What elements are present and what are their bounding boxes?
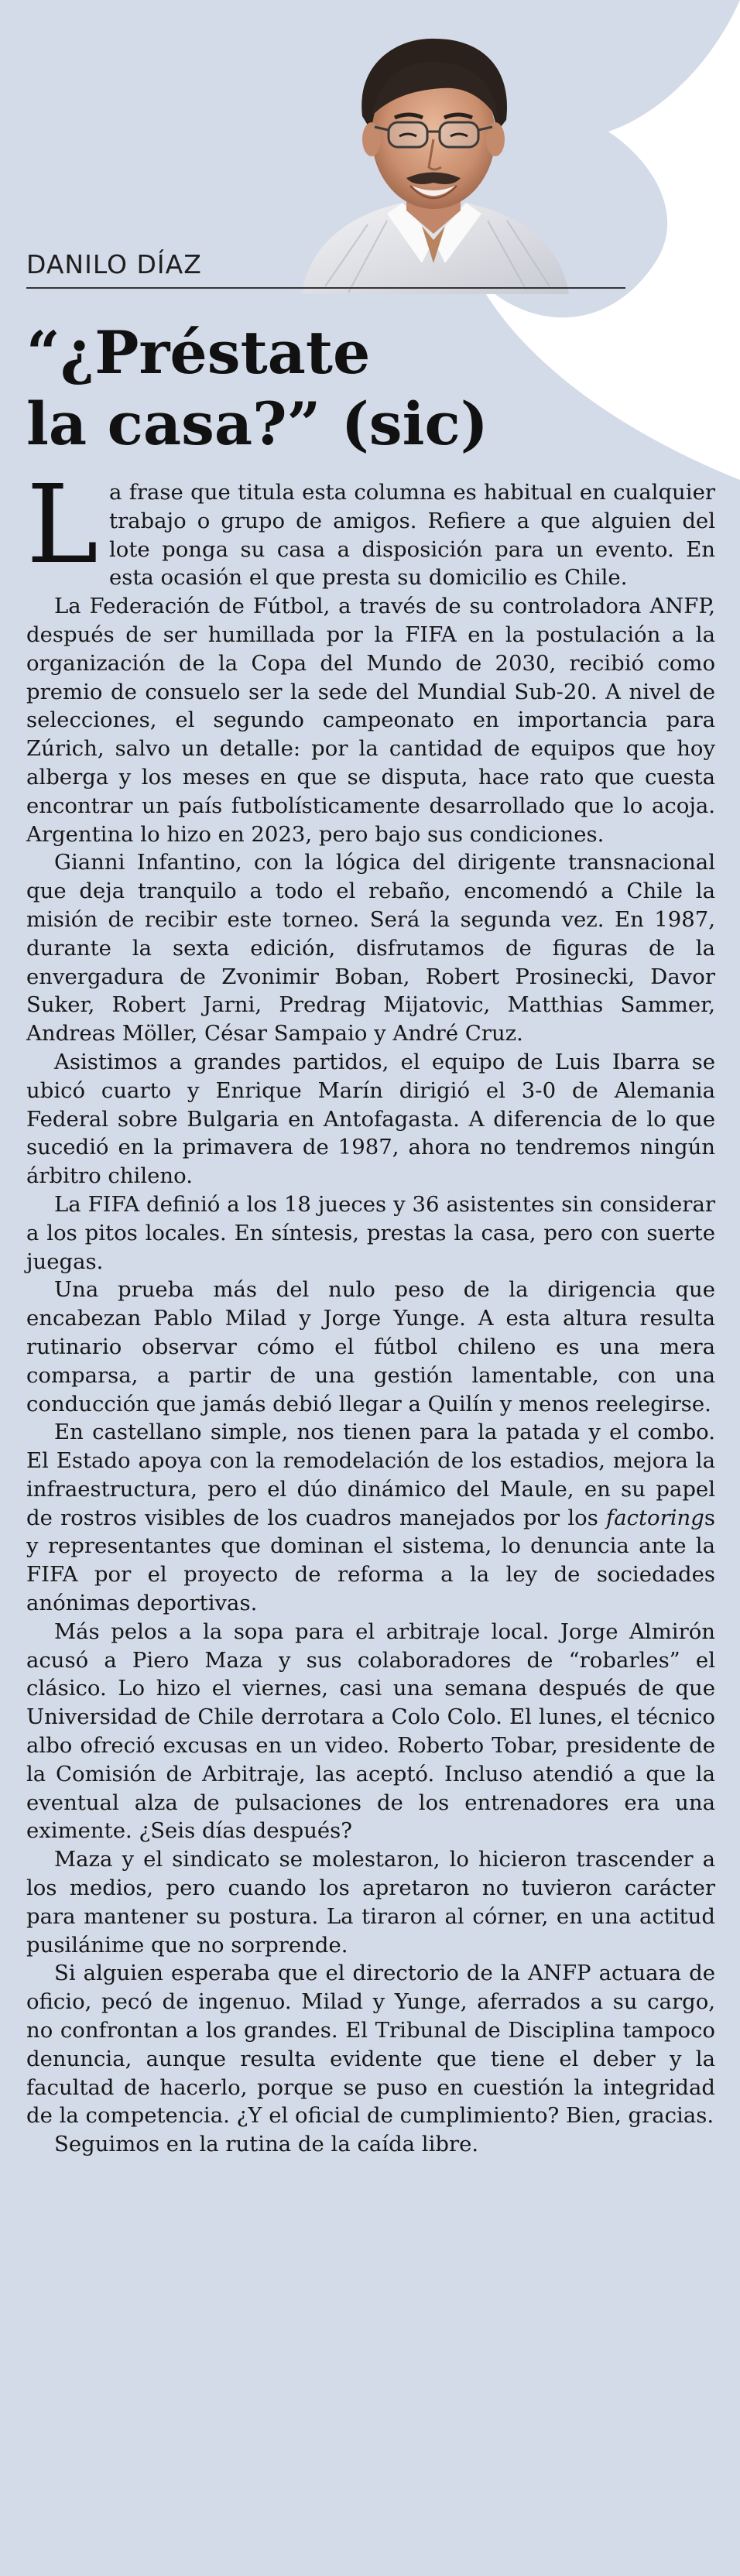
paragraph-5: La FIFA definió a los 18 jueces y 36 asistentes sin considerar a los pitos locales. En síntesis, prestas la casa, pero con suerte juegas. bbox=[26, 1191, 715, 1274]
article-headline bbox=[26, 317, 488, 460]
paragraph-2: La Federación de Fútbol, a través de su controladora ANFP, después de ser humillada por la FIFA en la postulación a la organización de la Copa del Mundo de 2030, recibió como premio de consuelo ser la sede del Mundial Sub-20. A nivel de selecciones, el segundo campeonato en importancia para Zúrich, salvo un detalle: por la cantidad de equipos que hoy alberga y los meses en que se disputa, hace rato que cuesta encontrar un país futbolísticamente desarrollado que lo acoja. Argentina lo hizo en 2023, pero bajo sus condiciones. bbox=[26, 594, 715, 847]
drop-cap: L bbox=[26, 462, 98, 588]
headline-line-1: “¿Préstate bbox=[26, 318, 371, 387]
paragraph-1 bbox=[26, 462, 715, 592]
headline-line-2: la casa?” (sic) bbox=[26, 389, 488, 458]
byline-divider bbox=[26, 287, 625, 289]
paragraph-8: Más pelos a la sopa para el arbitraje local. Jorge Almirón acusó a Piero Maza y sus colaboradores de “robarles” el clásico. Lo hizo el viernes, casi una semana después de que Universidad de Chile derrotara a Colo Colo. El lunes, el técnico albo ofreció excusas en un video. Roberto Tobar, presidente de la Comisión de Arbitraje, las aceptó. Incluso atendió a que la eventual alza de pulsaciones de los entrenadores era una eximente. ¿Seis días después? bbox=[26, 1619, 715, 1844]
article-body bbox=[26, 462, 715, 2159]
author-byline: DANILO DÍAZ bbox=[26, 249, 202, 279]
paragraph-3: Gianni Infantino, con la lógica del dirigente transnacional que deja tranquilo a todo el rebaño, encomendó a Chile la misión de recibir este torneo. Será la segunda vez. En 1987, durante la sexta edición, disfrutamos de figuras de la envergadura de Zvonimir Boban, Robert Prosinecki, Davor Suker, Robert Jarni, Predrag Mijatovic, Matthias Sammer, Andreas Möller, César Sampaio y André Cruz. bbox=[26, 850, 715, 1046]
paragraph-9: Maza y el sindicato se molestaron, lo hicieron trascender a los medios, pero cuando los apretaron no tuvieron carácter para mantener su postura. La tiraron al córner, en una actitud pusilánime que no sorprende. bbox=[26, 1847, 715, 1958]
paragraph-4: Asistimos a grandes partidos, el equipo de Luis Ibarra se ubicó cuarto y Enrique Marín dirigió el 3-0 de Alemania Federal sobre Bulgaria en Antofagasta. A diferencia de lo que sucedió en la primavera de 1987, ahora no tendremos ningún árbitro chileno. bbox=[26, 1049, 715, 1189]
author-portrait bbox=[294, 31, 573, 294]
paragraph-7 bbox=[26, 1418, 715, 1618]
paragraph-7-italic: factoring bbox=[606, 1505, 704, 1530]
paragraph-6: Una prueba más del nulo peso de la dirigencia que encabezan Pablo Milad y Jorge Yunge. A esta altura resulta rutinario observar cómo el fútbol chileno es una mera comparsa, a partir de una gestión lamentable, con una conducción que jamás debió llegar a Quilín y menos reelegirse. bbox=[26, 1277, 715, 1416]
paragraph-11: Seguimos en la rutina de la caída libre. bbox=[54, 2132, 479, 2157]
paragraph-10: Si alguien esperaba que el directorio de la ANFP actuara de oficio, pecó de ingenuo. Milad y Yunge, aferrados a su cargo, no confrontan a los grandes. El Tribunal de Disciplina tampoco denuncia, aunque resulta evidente que tiene el deber y la facultad de hacerlo, porque se puso en cuestión la integridad de la competencia. ¿Y el oficial de cumplimiento? Bien, gracias. bbox=[26, 1961, 715, 2129]
paragraph-7-text-b: s y representantes que dominan el sistema, lo denuncia ante la FIFA por el proyecto de reforma a la ley de sociedades anónimas deportivas. bbox=[26, 1505, 715, 1616]
paragraph-7-text-a: En castellano simple, nos tienen para la patada y el combo. El Estado apoya con la remodelación de los estadios, mejora la infraestructura, pero el dúo dinámico del Maule, en su papel de rostros visibles de los cuadros manejados por los bbox=[26, 1420, 715, 1530]
paragraph-1-text: a frase que titula esta columna es habitual en cualquier trabajo o grupo de amigos. Refiere a que alguien del lote ponga su casa a disposición para un evento. En esta ocasión el que presta su domicilio es Chile. bbox=[108, 480, 715, 591]
